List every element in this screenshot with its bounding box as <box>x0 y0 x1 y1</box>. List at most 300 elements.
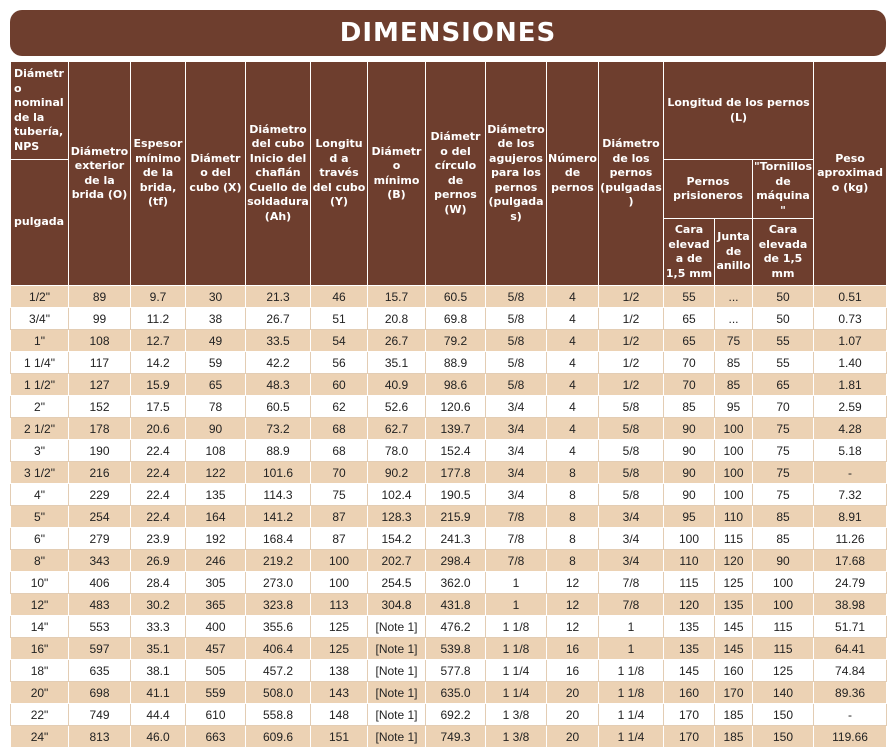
cell-stud-length-ring-joint: 100 <box>715 418 753 440</box>
cell-thickness: 23.9 <box>131 528 186 550</box>
cell-min-bore: 52.6 <box>368 396 426 418</box>
cell-hub-chamfer-diameter: 60.5 <box>246 396 311 418</box>
cell-thickness: 22.4 <box>131 506 186 528</box>
table-row <box>11 418 887 440</box>
cell-hub-diameter: 246 <box>186 550 246 572</box>
cell-min-bore: [Note 1] <box>368 616 426 638</box>
table-row <box>11 594 887 616</box>
header-bolt-diameter: Diámetro de los pernos (pulgadas) <box>599 62 664 286</box>
cell-weight: 119.66 <box>814 726 887 748</box>
cell-weight: 1.40 <box>814 352 887 374</box>
cell-hub-chamfer-diameter: 457.2 <box>246 660 311 682</box>
cell-nps: 22" <box>11 704 69 726</box>
cell-hub-chamfer-diameter: 323.8 <box>246 594 311 616</box>
cell-bolt-count: 8 <box>547 528 599 550</box>
cell-weight: 38.98 <box>814 594 887 616</box>
cell-machine-bolt-length: 55 <box>753 330 814 352</box>
cell-weight: 51.71 <box>814 616 887 638</box>
cell-bolt-circle: 476.2 <box>426 616 486 638</box>
table-row <box>11 396 887 418</box>
cell-thickness: 22.4 <box>131 440 186 462</box>
cell-outer-diameter: 343 <box>69 550 131 572</box>
cell-bolt-diameter: 3/4 <box>599 528 664 550</box>
cell-hub-length: 51 <box>311 308 368 330</box>
cell-hub-diameter: 135 <box>186 484 246 506</box>
cell-outer-diameter: 229 <box>69 484 131 506</box>
cell-stud-length-raised-face: 145 <box>664 660 715 682</box>
cell-hub-length: 87 <box>311 528 368 550</box>
cell-bolt-diameter: 1 1/8 <box>599 660 664 682</box>
cell-bolt-diameter: 1/2 <box>599 286 664 308</box>
cell-bolt-diameter: 7/8 <box>599 594 664 616</box>
cell-stud-length-raised-face: 55 <box>664 286 715 308</box>
cell-hub-chamfer-diameter: 558.8 <box>246 704 311 726</box>
cell-stud-length-raised-face: 115 <box>664 572 715 594</box>
cell-min-bore: [Note 1] <box>368 638 426 660</box>
cell-bolt-circle: 749.3 <box>426 726 486 748</box>
header-hub-diameter: Diámetro del cubo (X) <box>186 62 246 286</box>
dimensions-table <box>10 61 887 748</box>
cell-machine-bolt-length: 85 <box>753 528 814 550</box>
cell-hub-diameter: 90 <box>186 418 246 440</box>
cell-weight: 1.81 <box>814 374 887 396</box>
cell-hub-chamfer-diameter: 101.6 <box>246 462 311 484</box>
header-thickness: Espesor mínimo de la brida, (tf) <box>131 62 186 286</box>
table-row <box>11 550 887 572</box>
cell-hub-diameter: 30 <box>186 286 246 308</box>
cell-stud-length-raised-face: 70 <box>664 374 715 396</box>
cell-hub-chamfer-diameter: 273.0 <box>246 572 311 594</box>
cell-min-bore: [Note 1] <box>368 726 426 748</box>
cell-hub-diameter: 122 <box>186 462 246 484</box>
cell-hub-length: 68 <box>311 418 368 440</box>
cell-machine-bolt-length: 125 <box>753 660 814 682</box>
cell-nps: 16" <box>11 638 69 660</box>
cell-stud-length-raised-face: 170 <box>664 726 715 748</box>
table-row <box>11 440 887 462</box>
cell-stud-length-ring-joint: ... <box>715 286 753 308</box>
cell-thickness: 35.1 <box>131 638 186 660</box>
cell-stud-length-raised-face: 65 <box>664 308 715 330</box>
cell-thickness: 33.3 <box>131 616 186 638</box>
table-row <box>11 572 887 594</box>
cell-bolt-count: 12 <box>547 594 599 616</box>
cell-hub-diameter: 59 <box>186 352 246 374</box>
header-bolt-circle: Diámetro del círculo de pernos (W) <box>426 62 486 286</box>
cell-bolt-count: 20 <box>547 704 599 726</box>
cell-outer-diameter: 117 <box>69 352 131 374</box>
cell-bolt-diameter: 1 <box>599 638 664 660</box>
cell-bolt-circle: 539.8 <box>426 638 486 660</box>
cell-bolt-holes: 1 <box>486 594 547 616</box>
cell-weight: 5.18 <box>814 440 887 462</box>
cell-hub-length: 100 <box>311 550 368 572</box>
cell-bolt-count: 4 <box>547 374 599 396</box>
cell-bolt-holes: 3/4 <box>486 484 547 506</box>
cell-weight: 24.79 <box>814 572 887 594</box>
cell-thickness: 22.4 <box>131 484 186 506</box>
table-row <box>11 286 887 308</box>
cell-machine-bolt-length: 50 <box>753 286 814 308</box>
cell-machine-bolt-length: 75 <box>753 484 814 506</box>
cell-weight: 4.28 <box>814 418 887 440</box>
cell-hub-chamfer-diameter: 168.4 <box>246 528 311 550</box>
cell-stud-length-ring-joint: 120 <box>715 550 753 572</box>
table-row <box>11 484 887 506</box>
cell-bolt-diameter: 1 1/4 <box>599 726 664 748</box>
cell-weight: 89.36 <box>814 682 887 704</box>
cell-thickness: 17.5 <box>131 396 186 418</box>
table-row <box>11 352 887 374</box>
cell-outer-diameter: 89 <box>69 286 131 308</box>
cell-thickness: 20.6 <box>131 418 186 440</box>
cell-weight: 8.91 <box>814 506 887 528</box>
cell-bolt-holes: 5/8 <box>486 308 547 330</box>
cell-bolt-holes: 1 1/4 <box>486 660 547 682</box>
cell-thickness: 15.9 <box>131 374 186 396</box>
header-nps: Diámetro nominal de la tubería, NPS <box>11 62 69 160</box>
cell-bolt-diameter: 5/8 <box>599 418 664 440</box>
cell-nps: 1/2" <box>11 286 69 308</box>
cell-weight: 0.51 <box>814 286 887 308</box>
cell-weight: 74.84 <box>814 660 887 682</box>
header-outer-diameter: Diámetro exterior de la brida (O) <box>69 62 131 286</box>
cell-bolt-diameter: 5/8 <box>599 440 664 462</box>
cell-bolt-count: 8 <box>547 550 599 572</box>
cell-thickness: 22.4 <box>131 462 186 484</box>
cell-hub-chamfer-diameter: 42.2 <box>246 352 311 374</box>
cell-bolt-diameter: 1/2 <box>599 352 664 374</box>
cell-min-bore: 254.5 <box>368 572 426 594</box>
cell-hub-chamfer-diameter: 88.9 <box>246 440 311 462</box>
cell-bolt-diameter: 7/8 <box>599 572 664 594</box>
cell-bolt-diameter: 5/8 <box>599 484 664 506</box>
cell-stud-length-ring-joint: 125 <box>715 572 753 594</box>
cell-thickness: 14.2 <box>131 352 186 374</box>
header-min-bore: Diámetro mínimo (B) <box>368 62 426 286</box>
cell-machine-bolt-length: 150 <box>753 704 814 726</box>
cell-hub-length: 54 <box>311 330 368 352</box>
cell-hub-length: 56 <box>311 352 368 374</box>
cell-min-bore: [Note 1] <box>368 682 426 704</box>
cell-weight: - <box>814 704 887 726</box>
cell-outer-diameter: 635 <box>69 660 131 682</box>
cell-bolt-count: 20 <box>547 726 599 748</box>
cell-bolt-count: 8 <box>547 506 599 528</box>
cell-bolt-circle: 190.5 <box>426 484 486 506</box>
cell-outer-diameter: 406 <box>69 572 131 594</box>
cell-thickness: 46.0 <box>131 726 186 748</box>
table-row <box>11 682 887 704</box>
cell-hub-diameter: 505 <box>186 660 246 682</box>
cell-hub-diameter: 305 <box>186 572 246 594</box>
cell-nps: 2 1/2" <box>11 418 69 440</box>
cell-hub-chamfer-diameter: 355.6 <box>246 616 311 638</box>
cell-machine-bolt-length: 75 <box>753 440 814 462</box>
cell-hub-length: 100 <box>311 572 368 594</box>
header-bolt-count: Número de pernos <box>547 62 599 286</box>
cell-hub-chamfer-diameter: 609.6 <box>246 726 311 748</box>
page-title: DIMENSIONES <box>339 18 557 48</box>
header-machine-bolts: "Tornillos de máquina" <box>754 160 813 217</box>
cell-stud-length-ring-joint: 135 <box>715 594 753 616</box>
cell-bolt-count: 12 <box>547 572 599 594</box>
cell-hub-chamfer-diameter: 114.3 <box>246 484 311 506</box>
cell-bolt-circle: 139.7 <box>426 418 486 440</box>
cell-stud-length-ring-joint: 185 <box>715 726 753 748</box>
cell-outer-diameter: 553 <box>69 616 131 638</box>
cell-thickness: 38.1 <box>131 660 186 682</box>
cell-bolt-count: 4 <box>547 330 599 352</box>
cell-hub-length: 138 <box>311 660 368 682</box>
cell-min-bore: 128.3 <box>368 506 426 528</box>
cell-machine-bolt-length: 100 <box>753 594 814 616</box>
cell-hub-length: 68 <box>311 440 368 462</box>
cell-stud-length-ring-joint: 185 <box>715 704 753 726</box>
cell-nps: 24" <box>11 726 69 748</box>
cell-outer-diameter: 190 <box>69 440 131 462</box>
cell-bolt-holes: 3/4 <box>486 418 547 440</box>
cell-nps: 8" <box>11 550 69 572</box>
cell-nps: 20" <box>11 682 69 704</box>
header-raised-face-machine: Cara elevada de 1,5 mm <box>753 219 814 286</box>
cell-machine-bolt-length: 50 <box>753 308 814 330</box>
cell-hub-diameter: 559 <box>186 682 246 704</box>
cell-bolt-count: 16 <box>547 660 599 682</box>
cell-outer-diameter: 749 <box>69 704 131 726</box>
header-weight: Peso aproximado (kg) <box>814 62 887 286</box>
table-row <box>11 374 887 396</box>
cell-hub-diameter: 78 <box>186 396 246 418</box>
cell-bolt-count: 16 <box>547 638 599 660</box>
cell-bolt-circle: 98.6 <box>426 374 486 396</box>
header-hub-chamfer-diameter: Diámetro del cubo Inicio del chaflán Cuello de soldadura (Ah) <box>246 62 311 286</box>
cell-machine-bolt-length: 100 <box>753 572 814 594</box>
cell-hub-chamfer-diameter: 26.7 <box>246 308 311 330</box>
cell-stud-length-ring-joint: 85 <box>715 374 753 396</box>
cell-stud-length-raised-face: 110 <box>664 550 715 572</box>
cell-thickness: 26.9 <box>131 550 186 572</box>
cell-nps: 12" <box>11 594 69 616</box>
cell-bolt-count: 4 <box>547 308 599 330</box>
cell-machine-bolt-length: 75 <box>753 462 814 484</box>
cell-thickness: 12.7 <box>131 330 186 352</box>
cell-weight: 0.73 <box>814 308 887 330</box>
cell-weight: - <box>814 462 887 484</box>
cell-hub-chamfer-diameter: 48.3 <box>246 374 311 396</box>
cell-thickness: 41.1 <box>131 682 186 704</box>
cell-bolt-count: 8 <box>547 484 599 506</box>
cell-stud-length-ring-joint: 75 <box>715 330 753 352</box>
table-row <box>11 638 887 660</box>
cell-stud-length-ring-joint: ... <box>715 308 753 330</box>
cell-nps: 2" <box>11 396 69 418</box>
cell-machine-bolt-length: 115 <box>753 616 814 638</box>
cell-hub-diameter: 400 <box>186 616 246 638</box>
cell-bolt-circle: 152.4 <box>426 440 486 462</box>
cell-hub-length: 113 <box>311 594 368 616</box>
cell-stud-length-raised-face: 135 <box>664 638 715 660</box>
cell-stud-length-ring-joint: 85 <box>715 352 753 374</box>
cell-outer-diameter: 254 <box>69 506 131 528</box>
table-body <box>11 286 887 748</box>
cell-bolt-holes: 5/8 <box>486 330 547 352</box>
cell-min-bore: 26.7 <box>368 330 426 352</box>
cell-nps: 18" <box>11 660 69 682</box>
cell-machine-bolt-length: 150 <box>753 726 814 748</box>
cell-bolt-diameter: 1 1/4 <box>599 704 664 726</box>
table-row <box>11 528 887 550</box>
cell-nps: 1 1/4" <box>11 352 69 374</box>
cell-thickness: 9.7 <box>131 286 186 308</box>
cell-stud-length-ring-joint: 115 <box>715 528 753 550</box>
cell-hub-diameter: 164 <box>186 506 246 528</box>
cell-bolt-circle: 577.8 <box>426 660 486 682</box>
cell-bolt-diameter: 1/2 <box>599 308 664 330</box>
cell-stud-length-ring-joint: 110 <box>715 506 753 528</box>
cell-bolt-circle: 431.8 <box>426 594 486 616</box>
cell-nps: 1 1/2" <box>11 374 69 396</box>
cell-outer-diameter: 698 <box>69 682 131 704</box>
cell-machine-bolt-length: 75 <box>753 418 814 440</box>
header-nps-unit: pulgada <box>11 160 69 286</box>
cell-stud-length-ring-joint: 100 <box>715 440 753 462</box>
cell-weight: 7.32 <box>814 484 887 506</box>
cell-bolt-circle: 88.9 <box>426 352 486 374</box>
cell-hub-length: 60 <box>311 374 368 396</box>
cell-bolt-circle: 120.6 <box>426 396 486 418</box>
cell-bolt-diameter: 1 <box>599 616 664 638</box>
cell-stud-length-raised-face: 85 <box>664 396 715 418</box>
cell-bolt-holes: 1 1/8 <box>486 616 547 638</box>
cell-bolt-diameter: 5/8 <box>599 396 664 418</box>
cell-hub-chamfer-diameter: 141.2 <box>246 506 311 528</box>
cell-stud-length-ring-joint: 100 <box>715 462 753 484</box>
cell-bolt-holes: 1 1/4 <box>486 682 547 704</box>
cell-bolt-holes: 3/4 <box>486 462 547 484</box>
cell-weight: 11.26 <box>814 528 887 550</box>
cell-bolt-circle: 177.8 <box>426 462 486 484</box>
cell-bolt-count: 4 <box>547 440 599 462</box>
cell-hub-diameter: 663 <box>186 726 246 748</box>
cell-hub-length: 125 <box>311 638 368 660</box>
cell-stud-length-raised-face: 90 <box>664 440 715 462</box>
cell-bolt-holes: 1 1/8 <box>486 638 547 660</box>
cell-min-bore: 154.2 <box>368 528 426 550</box>
cell-bolt-holes: 5/8 <box>486 286 547 308</box>
cell-outer-diameter: 279 <box>69 528 131 550</box>
cell-bolt-circle: 60.5 <box>426 286 486 308</box>
cell-nps: 3" <box>11 440 69 462</box>
cell-bolt-diameter: 1 1/8 <box>599 682 664 704</box>
cell-hub-length: 143 <box>311 682 368 704</box>
cell-outer-diameter: 813 <box>69 726 131 748</box>
cell-hub-length: 151 <box>311 726 368 748</box>
cell-min-bore: 20.8 <box>368 308 426 330</box>
cell-hub-chamfer-diameter: 73.2 <box>246 418 311 440</box>
cell-min-bore: 78.0 <box>368 440 426 462</box>
cell-bolt-diameter: 3/4 <box>599 506 664 528</box>
cell-thickness: 28.4 <box>131 572 186 594</box>
cell-stud-length-raised-face: 135 <box>664 616 715 638</box>
cell-stud-length-raised-face: 160 <box>664 682 715 704</box>
cell-bolt-circle: 362.0 <box>426 572 486 594</box>
cell-nps: 4" <box>11 484 69 506</box>
cell-min-bore: 90.2 <box>368 462 426 484</box>
table-row <box>11 616 887 638</box>
cell-min-bore: 15.7 <box>368 286 426 308</box>
cell-thickness: 30.2 <box>131 594 186 616</box>
cell-bolt-circle: 79.2 <box>426 330 486 352</box>
cell-bolt-holes: 7/8 <box>486 550 547 572</box>
header-bolt-holes: Diámetro de los agujeros para los pernos (pulgadas) <box>486 62 547 286</box>
table-row <box>11 704 887 726</box>
cell-bolt-holes: 7/8 <box>486 528 547 550</box>
cell-hub-diameter: 192 <box>186 528 246 550</box>
cell-stud-length-ring-joint: 145 <box>715 616 753 638</box>
cell-min-bore: [Note 1] <box>368 704 426 726</box>
cell-machine-bolt-length: 90 <box>753 550 814 572</box>
cell-bolt-count: 12 <box>547 616 599 638</box>
cell-stud-length-ring-joint: 100 <box>715 484 753 506</box>
cell-nps: 5" <box>11 506 69 528</box>
cell-nps: 10" <box>11 572 69 594</box>
cell-hub-length: 75 <box>311 484 368 506</box>
cell-thickness: 11.2 <box>131 308 186 330</box>
cell-hub-length: 70 <box>311 462 368 484</box>
cell-bolt-count: 4 <box>547 286 599 308</box>
table-row <box>11 660 887 682</box>
cell-bolt-count: 20 <box>547 682 599 704</box>
cell-machine-bolt-length: 70 <box>753 396 814 418</box>
cell-machine-bolt-length: 65 <box>753 374 814 396</box>
table-row <box>11 330 887 352</box>
cell-bolt-circle: 635.0 <box>426 682 486 704</box>
cell-hub-length: 125 <box>311 616 368 638</box>
cell-machine-bolt-length: 140 <box>753 682 814 704</box>
cell-stud-length-raised-face: 65 <box>664 330 715 352</box>
cell-stud-length-raised-face: 170 <box>664 704 715 726</box>
cell-hub-length: 46 <box>311 286 368 308</box>
cell-stud-length-raised-face: 100 <box>664 528 715 550</box>
cell-stud-length-ring-joint: 145 <box>715 638 753 660</box>
cell-bolt-circle: 69.8 <box>426 308 486 330</box>
cell-hub-length: 148 <box>311 704 368 726</box>
cell-stud-length-raised-face: 90 <box>664 484 715 506</box>
title-banner <box>10 10 886 56</box>
cell-hub-diameter: 65 <box>186 374 246 396</box>
cell-bolt-holes: 1 3/8 <box>486 704 547 726</box>
table-row <box>11 308 887 330</box>
cell-min-bore: 40.9 <box>368 374 426 396</box>
cell-stud-length-raised-face: 90 <box>664 462 715 484</box>
cell-machine-bolt-length: 55 <box>753 352 814 374</box>
cell-nps: 14" <box>11 616 69 638</box>
cell-hub-chamfer-diameter: 219.2 <box>246 550 311 572</box>
cell-min-bore: 202.7 <box>368 550 426 572</box>
cell-outer-diameter: 483 <box>69 594 131 616</box>
cell-outer-diameter: 152 <box>69 396 131 418</box>
cell-hub-diameter: 38 <box>186 308 246 330</box>
cell-min-bore: 62.7 <box>368 418 426 440</box>
cell-bolt-holes: 1 3/8 <box>486 726 547 748</box>
cell-bolt-holes: 3/4 <box>486 396 547 418</box>
cell-min-bore: 102.4 <box>368 484 426 506</box>
cell-bolt-holes: 5/8 <box>486 374 547 396</box>
cell-outer-diameter: 108 <box>69 330 131 352</box>
cell-thickness: 44.4 <box>131 704 186 726</box>
cell-stud-length-raised-face: 120 <box>664 594 715 616</box>
